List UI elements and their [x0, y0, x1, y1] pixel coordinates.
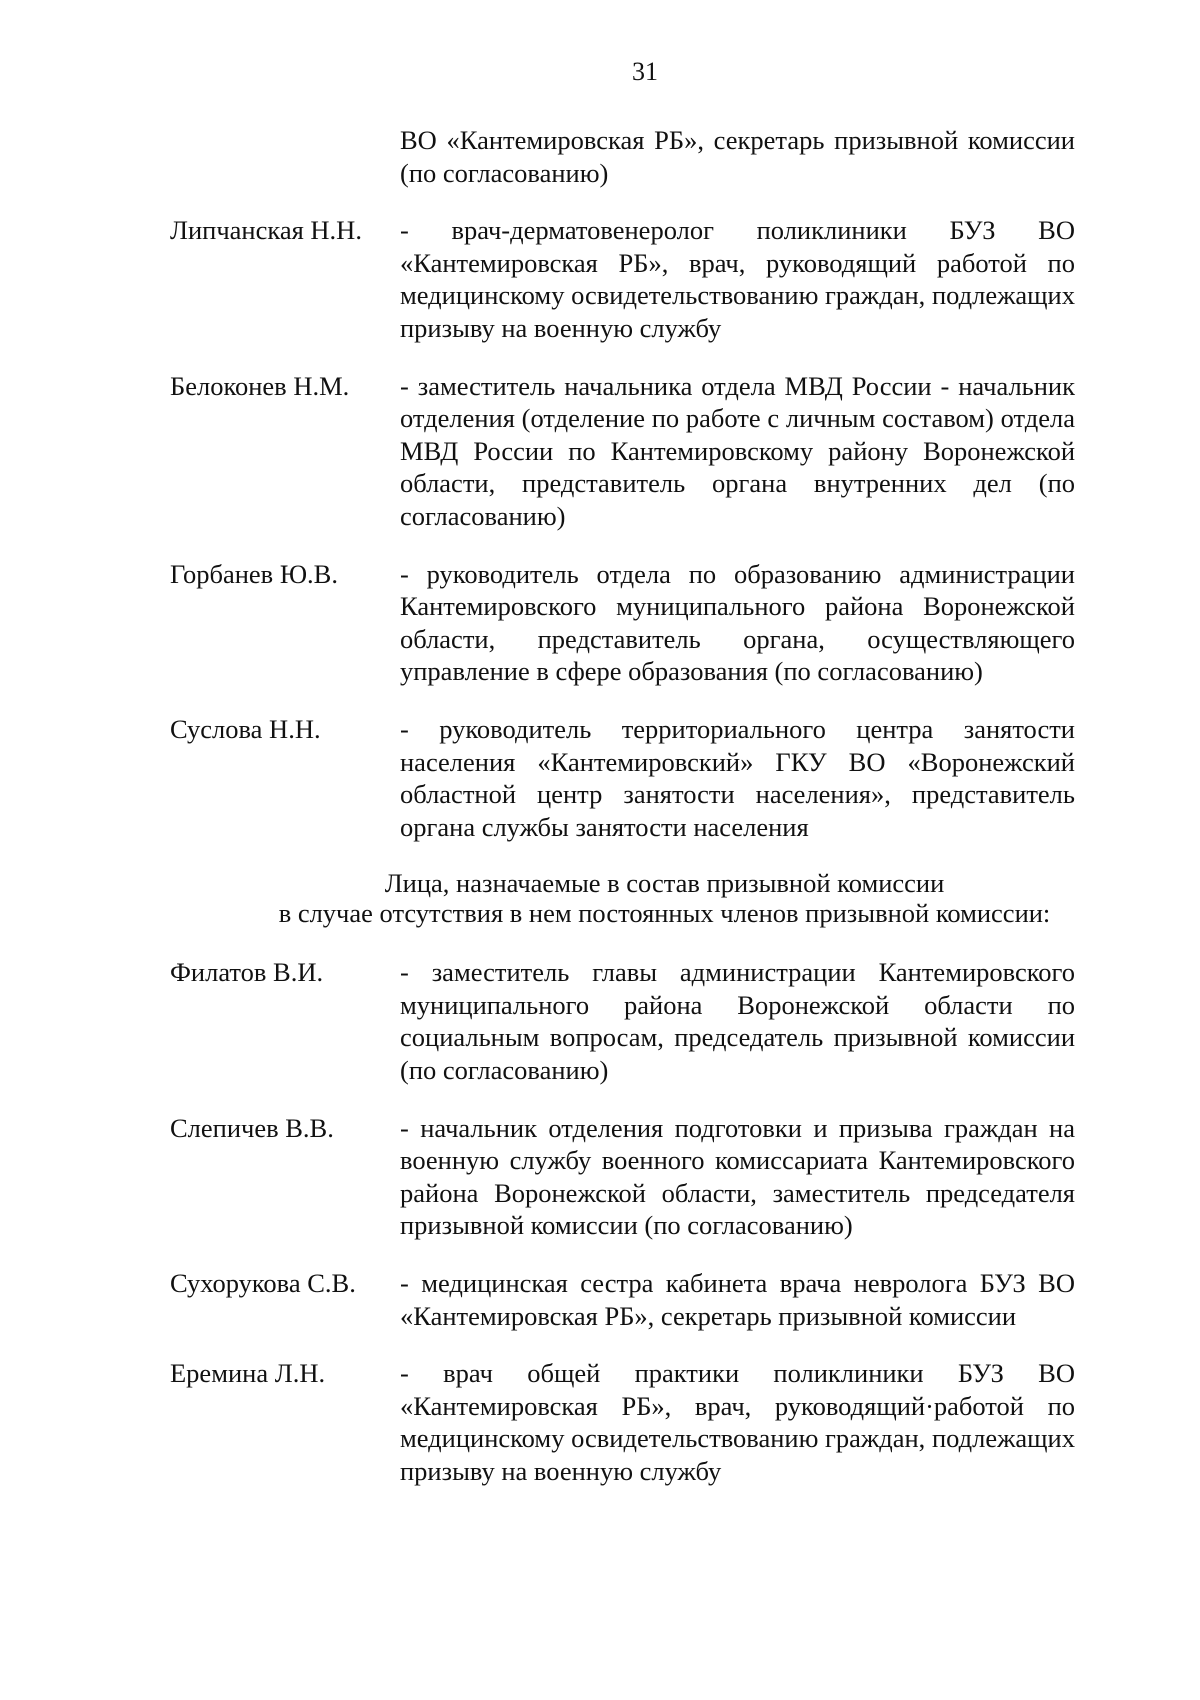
member-entry — [170, 370, 1075, 533]
reserve-member-entry — [170, 1112, 1075, 1242]
reserve-member-description: - медицинская сестра кабинета врача невролога БУЗ ВО «Кантемировская РБ», секретарь призывной комиссии — [400, 1268, 1075, 1331]
reserve-member-description: - врач общей практики поликлиники БУЗ ВО «Кантемировская РБ», врач, руководящий·работой по медицинскому освидетельствованию граждан, подлежащих призыву на военную службу — [400, 1358, 1075, 1486]
member-name: Липчанская Н.Н. — [170, 215, 362, 246]
continued-description: ВО «Кантемировская РБ», секретарь призывной комиссии (по согласованию) — [400, 125, 1075, 188]
reserve-heading-line-1: Лица, назначаемые в состав призывной комиссии — [384, 868, 945, 899]
member-description: - руководитель территориального центра занятости населения «Кантемировский» ГКУ ВО «Воронежский областной центр занятости населения», представитель органа службы занятости населения — [400, 713, 1075, 842]
member-description: - заместитель начальника отдела МВД России - начальник отделения (отделение по работе с личным составом) отдела МВД России по Кантемировскому району Воронежской области, представитель органа внутренних дел (по согласованию) — [400, 370, 1075, 531]
member-name: Суслова Н.Н. — [170, 713, 321, 744]
member-entry — [170, 558, 1075, 688]
reserve-member-entry — [170, 956, 1075, 1086]
reserve-member-entry — [170, 1357, 1075, 1487]
member-name: Горбанев Ю.В. — [170, 558, 338, 589]
reserve-heading-line-2: в случае отсутствия в нем постоянных членов призывной комиссии: — [278, 898, 1051, 929]
page-number: 31 — [632, 57, 658, 86]
reserve-member-name: Филатов В.И. — [170, 957, 324, 988]
member-description: - врач-дерматовенеролог поликлиники БУЗ ВО «Кантемировская РБ», врач, руководящий работой по медицинскому освидетельствованию граждан, подлежащих призыву на военную службу — [400, 215, 1075, 343]
commission-list — [170, 124, 1075, 1488]
reserve-member-name: Сухорукова С.В. — [170, 1268, 356, 1299]
reserve-member-description: - заместитель главы администрации Кантемировского муниципального района Воронежской области по социальным вопросам, председатель призывной комиссии (по согласованию) — [400, 957, 1075, 1086]
reserve-section-heading — [212, 868, 1117, 928]
reserve-member-name: Слепичев В.В. — [170, 1112, 334, 1143]
member-name: Белоконев Н.М. — [170, 370, 350, 401]
member-description: - руководитель отдела по образованию администрации Кантемировского муниципального района Воронежской области, представитель органа, осуществляющего управление в сфере образования (по согласованию) — [400, 558, 1075, 687]
member-entry — [170, 214, 1075, 344]
reserve-member-entry — [170, 1267, 1075, 1332]
reserve-member-description: - начальник отделения подготовки и призыва граждан на военную службу военного комиссариата Кантемировского района Воронежской области, заместитель председателя призывной комиссии (по согласованию) — [400, 1112, 1075, 1241]
reserve-member-name: Еремина Л.Н. — [170, 1358, 326, 1389]
member-entry — [170, 713, 1075, 843]
